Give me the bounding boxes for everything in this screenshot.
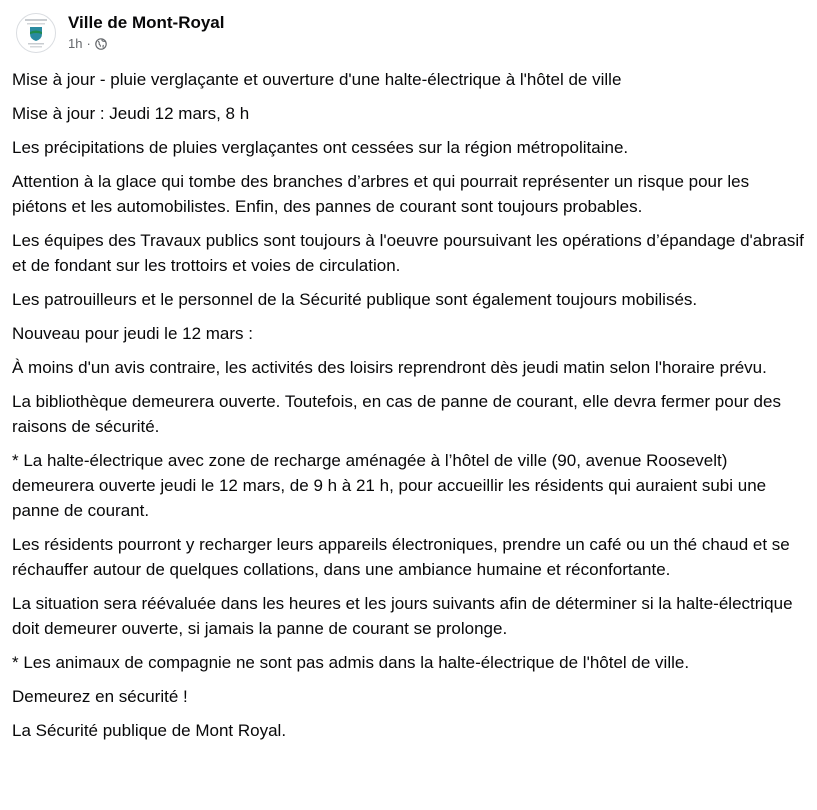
post-timestamp[interactable]: 1h (68, 36, 83, 51)
post-header (16, 12, 225, 53)
separator-dot: · (86, 36, 91, 51)
post-paragraph: * La halte-électrique avec zone de recharge aménagée à l’hôtel de ville (90, avenue Roosevelt) demeurera ouverte jeudi le 12 mars, de 9 h à 21 h, pour accueillir les résidents qui auraient subi une panne de courant. (12, 451, 767, 520)
page-name-link[interactable]: Ville de Mont-Royal (68, 13, 225, 32)
post-body (12, 67, 804, 752)
post-paragraph: La Sécurité publique de Mont Royal. (12, 721, 287, 740)
town-logo-icon (21, 16, 51, 50)
post-paragraph: Mise à jour : Jeudi 12 mars, 8 h (12, 104, 250, 123)
post-paragraph: Demeurez en sécurité ! (12, 687, 188, 706)
post-paragraph: * Les animaux de compagnie ne sont pas admis dans la halte-électrique de l'hôtel de ville. (12, 653, 690, 672)
post-paragraph: Les résidents pourront y recharger leurs appareils électroniques, prendre un café ou un thé chaud et se réchauffer autour de quelques collations, dans une ambiance humaine et réconfortante. (12, 535, 790, 579)
post-subline (68, 35, 225, 53)
post-paragraph: Les patrouilleurs et le personnel de la Sécurité publique sont également toujours mobilisés. (12, 290, 698, 309)
post-paragraph: Les équipes des Travaux publics sont toujours à l'oeuvre poursuivant les opérations d’épandage d'abrasif et de fondant sur les trottoirs et voies de circulation. (12, 231, 804, 275)
avatar[interactable] (16, 13, 56, 53)
post-paragraph: La bibliothèque demeurera ouverte. Toutefois, en cas de panne de courant, elle devra fermer pour des raisons de sécurité. (12, 392, 781, 436)
post-paragraph: Mise à jour - pluie verglaçante et ouverture d'une halte-électrique à l'hôtel de ville (12, 70, 622, 89)
post-meta (68, 12, 225, 53)
post-paragraph: Nouveau pour jeudi le 12 mars : (12, 324, 253, 343)
globe-icon[interactable] (95, 38, 107, 50)
post-paragraph: Les précipitations de pluies verglaçantes ont cessées sur la région métropolitaine. (12, 138, 629, 157)
post-paragraph: À moins d'un avis contraire, les activités des loisirs reprendront dès jeudi matin selon l'horaire prévu. (12, 358, 767, 377)
post-paragraph: Attention à la glace qui tombe des branches d’arbres et qui pourrait représenter un risque pour les piétons et les automobilistes. Enfin, des pannes de courant sont toujours probables. (12, 172, 750, 216)
post-paragraph: La situation sera réévaluée dans les heures et les jours suivants afin de déterminer si la halte-électrique doit demeurer ouverte, si jamais la panne de courant se prolonge. (12, 594, 793, 638)
